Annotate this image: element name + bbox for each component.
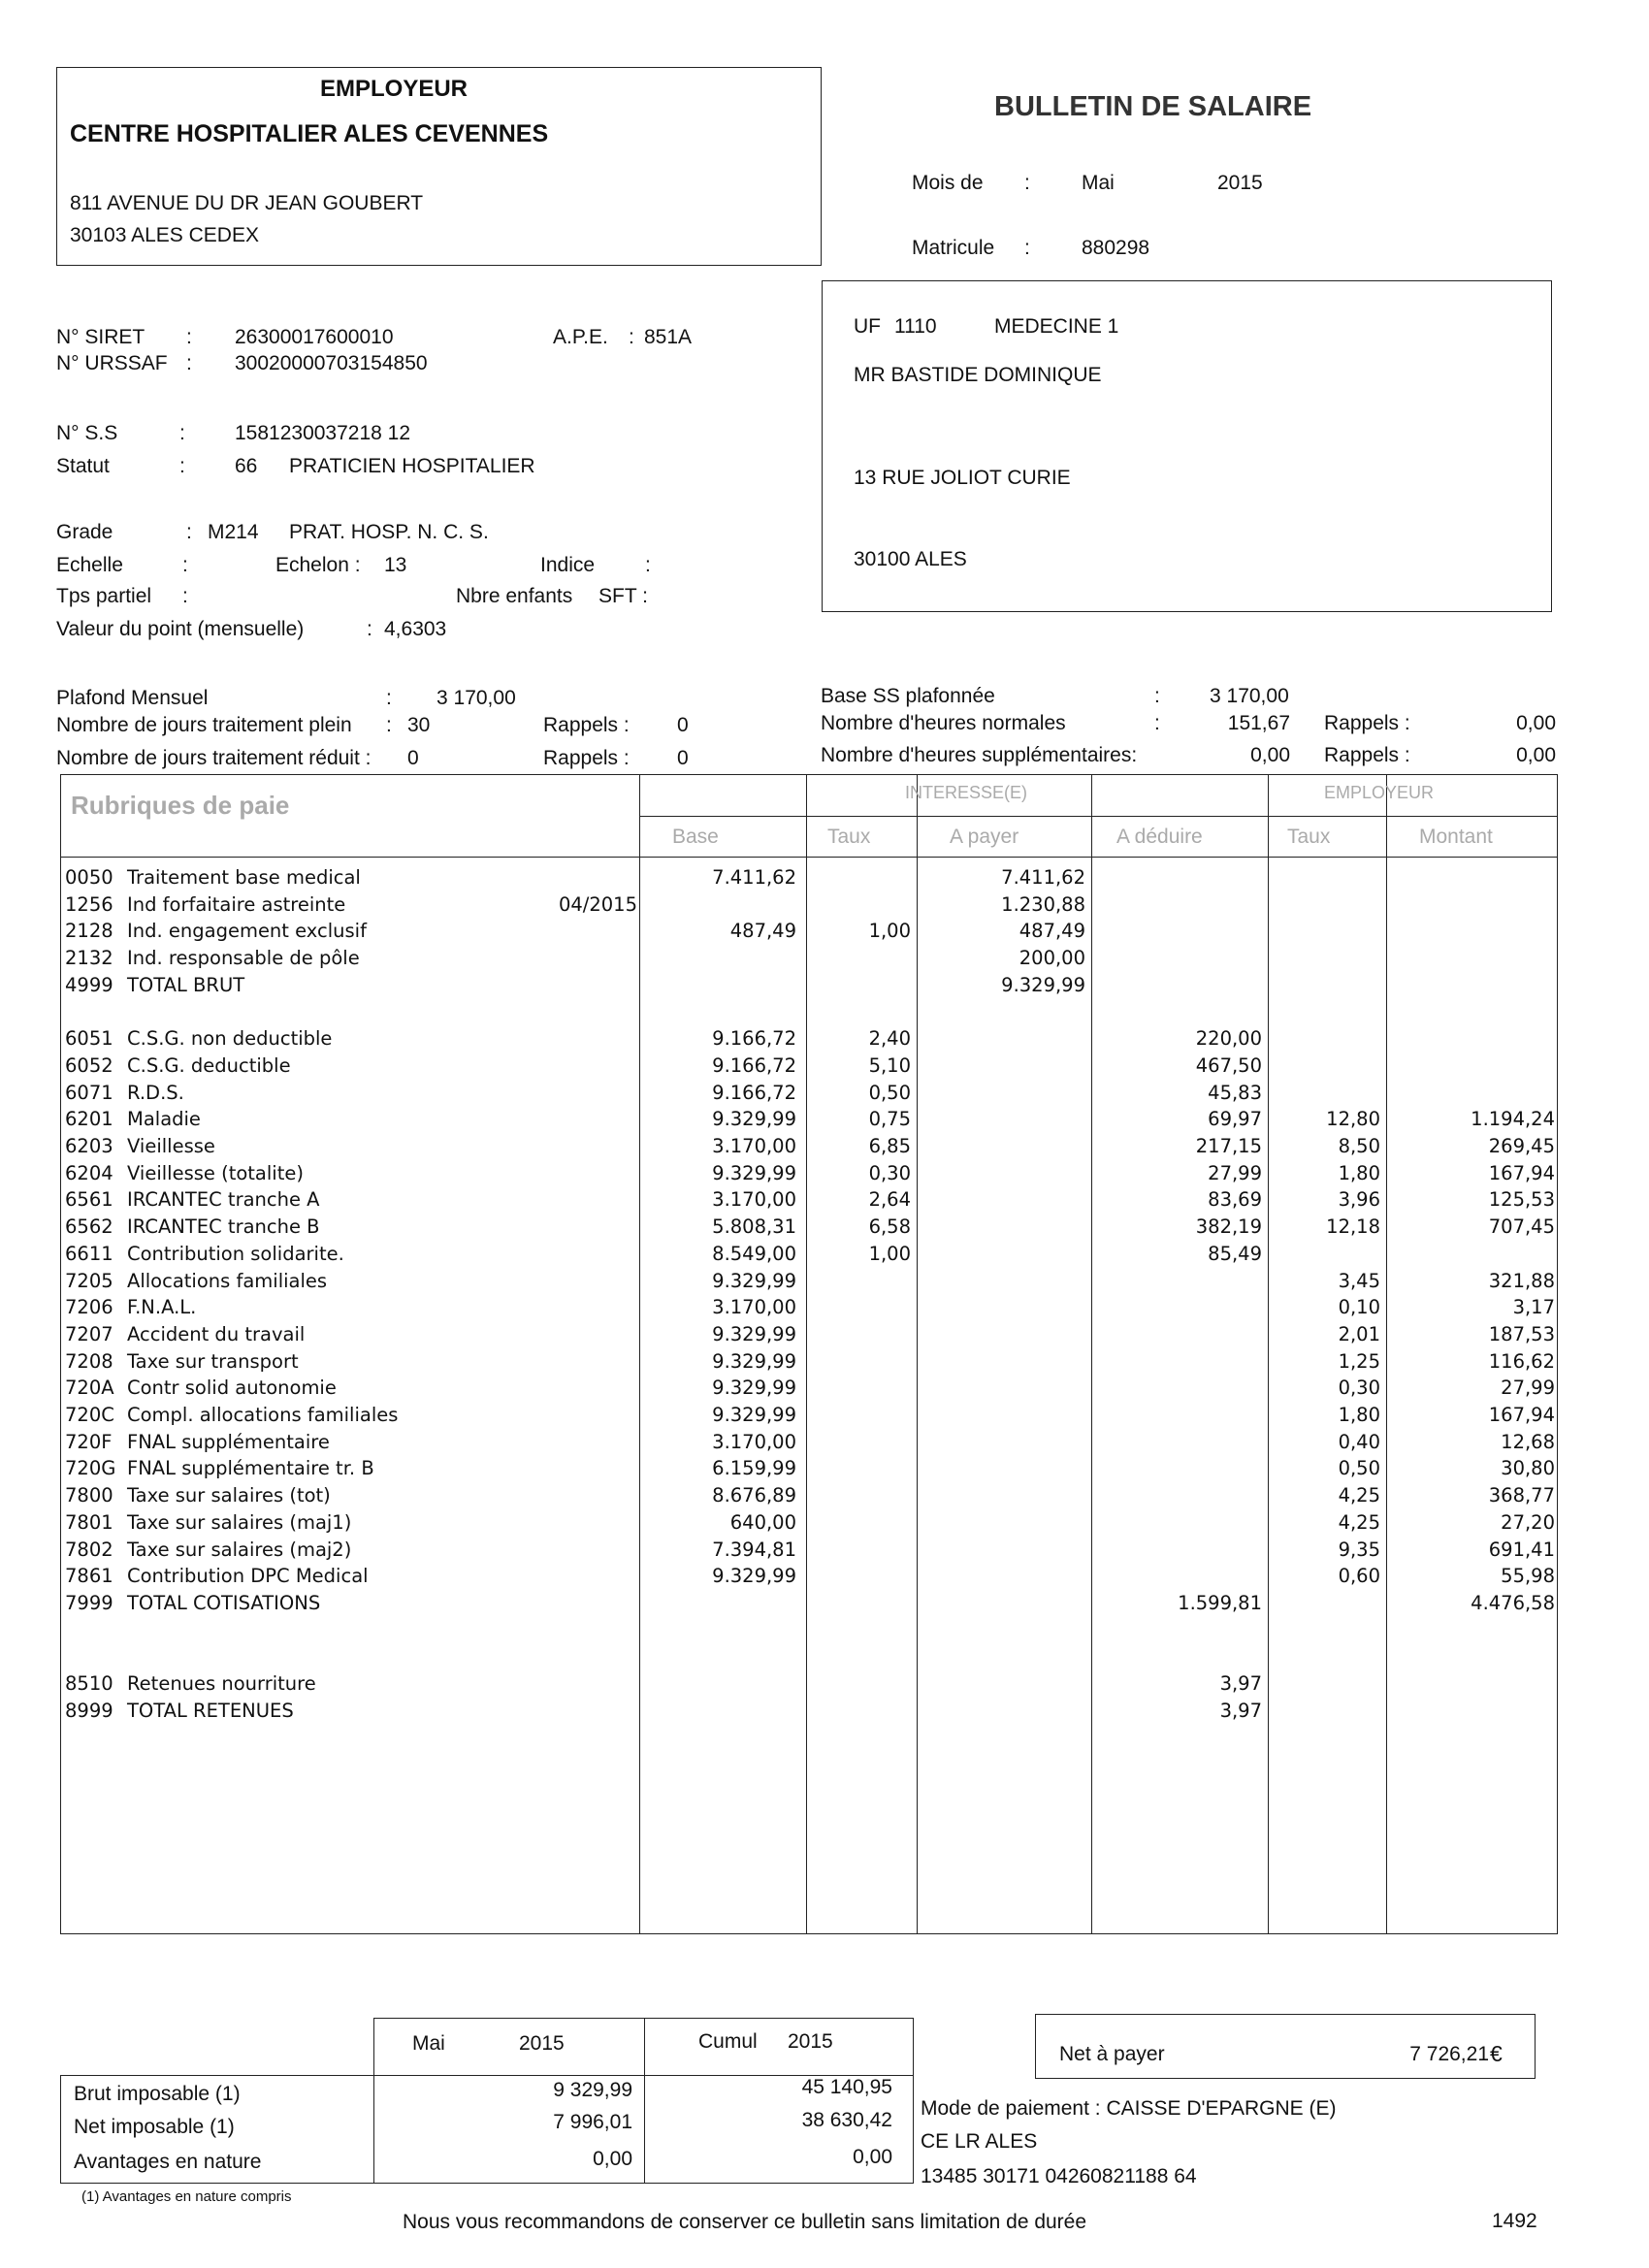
header-interesse: INTERESSE(E) (905, 783, 1028, 802)
cell-base: 8.549,00 (712, 1242, 796, 1265)
cell-deduire: 69,97 (1208, 1108, 1262, 1131)
echelon-value: 13 (384, 554, 407, 576)
net-label: Net à payer (1059, 2043, 1165, 2065)
totals-footnote: (1) Avantages en nature compris (81, 2188, 292, 2205)
cell-taux: 5,10 (868, 1053, 911, 1077)
rappels-4-label: Rappels : (1324, 744, 1410, 766)
cell-code: 7205 (65, 1269, 113, 1292)
cell-code: 6203 (65, 1135, 113, 1157)
table-row (61, 947, 1557, 973)
cell-montant: 125,53 (1488, 1188, 1555, 1212)
cell-taux-emp: 12,80 (1326, 1108, 1380, 1131)
cell-code: 7206 (65, 1296, 113, 1319)
grade-sep: : (186, 521, 192, 543)
cell-date: 04/2015 (558, 892, 637, 916)
cell-label: Maladie (127, 1108, 201, 1131)
cell-base: 9.329,99 (712, 1404, 796, 1426)
rappels-2-value: 0 (677, 747, 689, 769)
table-row (61, 1270, 1557, 1296)
net-imposable-label: Net imposable (1) (74, 2116, 235, 2138)
header-montant: Montant (1419, 826, 1493, 848)
cell-deduire: 467,50 (1195, 1053, 1262, 1077)
net-value: 7 726,21 (1409, 2043, 1489, 2065)
cell-code: 6611 (65, 1242, 113, 1265)
cell-base: 7.394,81 (712, 1538, 796, 1561)
cell-base: 9.166,72 (712, 1027, 796, 1051)
cell-taux: 1,00 (868, 920, 911, 943)
table-row (61, 893, 1557, 920)
statut-code: 66 (235, 455, 258, 477)
cell-montant: 27,20 (1501, 1510, 1555, 1534)
cell-taux: 6,85 (868, 1135, 911, 1157)
cell-montant: 27,99 (1501, 1377, 1555, 1400)
cell-base: 9.329,99 (712, 1565, 796, 1588)
cell-payer: 200,00 (1018, 947, 1085, 970)
cell-code: 8999 (65, 1699, 113, 1722)
cell-payer: 1.230,88 (1001, 892, 1085, 916)
cell-deduire: 3,97 (1219, 1699, 1262, 1722)
enfants-label: Nbre enfants (456, 585, 573, 607)
cell-montant: 30,80 (1501, 1457, 1555, 1480)
ape-sep: : (629, 326, 634, 348)
cell-deduire: 382,19 (1195, 1215, 1262, 1239)
pay-table (60, 774, 1558, 1934)
cell-label: Allocations familiales (127, 1269, 328, 1292)
cell-label: Contr solid autonomie (127, 1377, 337, 1400)
cell-taux-emp: 1,80 (1338, 1161, 1380, 1184)
cell-taux-emp: 4,25 (1338, 1484, 1380, 1507)
table-row (61, 1404, 1557, 1430)
avantages-cumul: 0,00 (853, 2146, 892, 2168)
rappels-2-label: Rappels : (543, 747, 630, 769)
cell-label: C.S.G. non deductible (127, 1027, 333, 1051)
cell-montant: 116,62 (1488, 1349, 1555, 1373)
cell-taux-emp: 4,25 (1338, 1510, 1380, 1534)
plafond-sep: : (386, 687, 392, 709)
cell-payer: 7.411,62 (1001, 866, 1085, 889)
plafond-value: 3 170,00 (436, 687, 516, 709)
cell-payer: 9.329,99 (1001, 973, 1085, 996)
rappels-3-value: 0,00 (1516, 712, 1556, 734)
period-month: Mai (1082, 172, 1115, 194)
table-row (61, 1539, 1557, 1565)
cell-code: 1256 (65, 892, 113, 916)
cell-taux-emp: 8,50 (1338, 1135, 1380, 1157)
heures-normales-label: Nombre d'heures normales (821, 712, 1066, 734)
cell-deduire: 217,15 (1195, 1135, 1262, 1157)
tps-label: Tps partiel (56, 585, 152, 607)
table-row (61, 1296, 1557, 1322)
cell-label: Contribution DPC Medical (127, 1565, 369, 1588)
cell-taux: 0,75 (868, 1108, 911, 1131)
cell-label: IRCANTEC tranche B (127, 1215, 320, 1239)
table-row (61, 1484, 1557, 1510)
cell-label: TOTAL BRUT (127, 973, 245, 996)
table-row (61, 1457, 1557, 1483)
cell-base: 9.329,99 (712, 1322, 796, 1345)
plafond-label: Plafond Mensuel (56, 687, 209, 709)
cell-taux: 6,58 (868, 1215, 911, 1239)
ape-value: 851A (644, 326, 693, 348)
heures-normales-value: 151,67 (1227, 712, 1290, 734)
cell-label: Traitement base medical (127, 866, 361, 889)
table-row (61, 1054, 1557, 1081)
cell-label: TOTAL RETENUES (127, 1699, 294, 1722)
cell-code: 4999 (65, 973, 113, 996)
cell-label: FNAL supplémentaire (127, 1430, 330, 1453)
cell-code: 7208 (65, 1349, 113, 1373)
table-row (61, 1243, 1557, 1269)
header-base: Base (672, 826, 719, 848)
brut-imposable-label: Brut imposable (1) (74, 2083, 241, 2105)
cell-deduire: 27,99 (1208, 1161, 1262, 1184)
cell-deduire: 45,83 (1208, 1081, 1262, 1104)
cell-taux-emp: 1,80 (1338, 1404, 1380, 1426)
cell-label: R.D.S. (127, 1081, 184, 1104)
cell-taux-emp: 0,30 (1338, 1377, 1380, 1400)
siret-label: N° SIRET (56, 326, 146, 348)
cell-taux-emp: 2,01 (1338, 1322, 1380, 1345)
cell-taux: 1,00 (868, 1242, 911, 1265)
header-taux-employeur: Taux (1287, 826, 1331, 848)
grade-label: Grade (56, 521, 113, 543)
cell-base: 9.329,99 (712, 1108, 796, 1131)
cell-taux-emp: 12,18 (1326, 1215, 1380, 1239)
service: MEDECINE 1 (994, 315, 1119, 338)
cell-base: 3.170,00 (712, 1296, 796, 1319)
employee-address-2: 30100 ALES (854, 548, 967, 570)
base-ss-sep: : (1154, 685, 1160, 707)
header-employeur: EMPLOYEUR (1324, 783, 1435, 802)
table-row (61, 1511, 1557, 1538)
table-row (61, 1565, 1557, 1591)
cell-montant: 707,45 (1488, 1215, 1555, 1239)
uf-label: UF (854, 315, 881, 338)
base-ss-label: Base SS plafonnée (821, 685, 995, 707)
cell-label: Taxe sur salaires (tot) (127, 1484, 331, 1507)
table-row (61, 1108, 1557, 1134)
cell-code: 8510 (65, 1672, 113, 1695)
rappels-4-value: 0,00 (1516, 744, 1556, 766)
cell-base: 9.329,99 (712, 1269, 796, 1292)
jours-reduit-label: Nombre de jours traitement réduit : (56, 747, 372, 769)
totals-month: Mai (412, 2032, 445, 2055)
period-sep: : (1024, 172, 1030, 194)
cell-montant: 1.194,24 (1471, 1108, 1555, 1131)
cell-base: 3.170,00 (712, 1188, 796, 1212)
indice-sep: : (645, 554, 651, 576)
cell-code: 7999 (65, 1591, 113, 1614)
cell-base: 9.329,99 (712, 1377, 796, 1400)
cell-label: Taxe sur transport (127, 1349, 299, 1373)
cell-deduire: 3,97 (1219, 1672, 1262, 1695)
cell-label: Contribution solidarite. (127, 1242, 344, 1265)
cell-montant: 12,68 (1501, 1430, 1555, 1453)
avantages-label: Avantages en nature (74, 2151, 262, 2173)
net-imposable-month: 7 996,01 (553, 2111, 632, 2133)
table-row (61, 1215, 1557, 1242)
uf-value: 1110 (894, 315, 937, 338)
period-year: 2015 (1217, 172, 1263, 194)
cell-code: 6204 (65, 1161, 113, 1184)
cell-montant: 167,94 (1488, 1404, 1555, 1426)
cell-label: F.N.A.L. (127, 1296, 197, 1319)
jours-plein-sep: : (386, 714, 392, 736)
heures-normales-sep: : (1154, 712, 1160, 734)
cell-deduire: 85,49 (1208, 1242, 1262, 1265)
avantages-month: 0,00 (593, 2148, 632, 2170)
rappels-1-value: 0 (677, 714, 689, 736)
cell-base: 9.166,72 (712, 1053, 796, 1077)
table-row (61, 1082, 1557, 1108)
cell-code: 6051 (65, 1027, 113, 1051)
cell-taux: 0,50 (868, 1081, 911, 1104)
statut-label: Statut (56, 455, 110, 477)
brut-imposable-cumul: 45 140,95 (801, 2076, 892, 2098)
cell-montant: 269,45 (1488, 1135, 1555, 1157)
table-row (61, 1135, 1557, 1161)
employee-address-1: 13 RUE JOLIOT CURIE (854, 467, 1071, 489)
cell-montant: 4.476,58 (1471, 1591, 1555, 1614)
employer-address-2: 30103 ALES CEDEX (70, 224, 259, 246)
echelle-sep: : (182, 554, 188, 576)
cell-taux-emp: 1,25 (1338, 1349, 1380, 1373)
cell-code: 6562 (65, 1215, 113, 1239)
ss-value: 1581230037218 12 (235, 422, 411, 444)
cell-taux: 2,40 (868, 1027, 911, 1051)
cell-montant: 55,98 (1501, 1565, 1555, 1588)
table-row (61, 1377, 1557, 1403)
matricule-sep: : (1024, 237, 1030, 259)
table-row (61, 1323, 1557, 1349)
sft-label: SFT : (598, 585, 648, 607)
grade-value: PRAT. HOSP. N. C. S. (289, 521, 489, 543)
cell-taux-emp: 3,96 (1338, 1188, 1380, 1212)
heures-supp-label: Nombre d'heures supplémentaires: (821, 744, 1138, 766)
base-ss-value: 3 170,00 (1210, 685, 1289, 707)
siret-value: 26300017600010 (235, 326, 394, 348)
cell-base: 3.170,00 (712, 1430, 796, 1453)
cell-base: 7.411,62 (712, 866, 796, 889)
cell-montant: 691,41 (1488, 1538, 1555, 1561)
cell-montant: 187,53 (1488, 1322, 1555, 1345)
employer-heading: EMPLOYEUR (320, 76, 469, 102)
table-row (61, 1188, 1557, 1215)
totals-cumul: Cumul (698, 2030, 758, 2053)
indice-label: Indice (540, 554, 596, 576)
table-row (61, 1592, 1557, 1618)
payment-mode: Mode de paiement : CAISSE D'EPARGNE (E) (921, 2097, 1337, 2120)
cell-code: 720G (65, 1457, 116, 1480)
header-rubriques: Rubriques de paie (71, 791, 290, 820)
cell-code: 6561 (65, 1188, 113, 1212)
rappels-1-label: Rappels : (543, 714, 630, 736)
cell-label: Vieillesse (totalite) (127, 1161, 304, 1184)
period-label: Mois de (912, 172, 984, 194)
point-value: 4,6303 (384, 618, 447, 640)
echelle-label: Echelle (56, 554, 123, 576)
cell-label: Ind. engagement exclusif (127, 920, 367, 943)
cell-taux-emp: 9,35 (1338, 1538, 1380, 1561)
urssaf-label: N° URSSAF (56, 352, 168, 374)
table-row (61, 1350, 1557, 1377)
cell-base: 9.329,99 (712, 1349, 796, 1373)
heures-supp-value: 0,00 (1250, 744, 1290, 766)
grade-code: M214 (208, 521, 259, 543)
cell-code: 6071 (65, 1081, 113, 1104)
table-row (61, 1431, 1557, 1457)
payment-account: 13485 30171 04260821188 64 (921, 2165, 1197, 2187)
matricule-label: Matricule (912, 237, 995, 259)
cell-code: 720C (65, 1404, 114, 1426)
cell-label: C.S.G. deductible (127, 1053, 291, 1077)
tps-sep: : (182, 585, 188, 607)
cell-label: Ind forfaitaire astreinte (127, 892, 346, 916)
totals-cumul-year: 2015 (788, 2030, 833, 2053)
cell-code: 7207 (65, 1322, 113, 1345)
cell-label: Compl. allocations familiales (127, 1404, 399, 1426)
cell-base: 6.159,99 (712, 1457, 796, 1480)
table-row (61, 866, 1557, 892)
table-row (61, 1027, 1557, 1053)
page-title: BULLETIN DE SALAIRE (994, 91, 1312, 122)
cell-payer: 487,49 (1018, 920, 1085, 943)
cell-code: 6052 (65, 1053, 113, 1077)
ape-label: A.P.E. (553, 326, 608, 348)
echelon-label: Echelon : (275, 554, 361, 576)
cell-base: 3.170,00 (712, 1135, 796, 1157)
cell-deduire: 83,69 (1208, 1188, 1262, 1212)
cell-code: 720A (65, 1377, 114, 1400)
cell-code: 6201 (65, 1108, 113, 1131)
cell-code: 0050 (65, 866, 113, 889)
jours-plein-value: 30 (407, 714, 431, 736)
cell-code: 2132 (65, 947, 113, 970)
cell-taux-emp: 0,10 (1338, 1296, 1380, 1319)
cell-montant: 3,17 (1512, 1296, 1555, 1319)
cell-taux-emp: 3,45 (1338, 1269, 1380, 1292)
statut-value: PRATICIEN HOSPITALIER (289, 455, 535, 477)
cell-base: 640,00 (729, 1510, 796, 1534)
cell-label: FNAL supplémentaire tr. B (127, 1457, 374, 1480)
ss-label: N° S.S (56, 422, 118, 444)
cell-taux: 2,64 (868, 1188, 911, 1212)
header-a-deduire: A déduire (1116, 826, 1203, 848)
net-imposable-cumul: 38 630,42 (801, 2109, 892, 2131)
siret-sep: : (186, 326, 192, 348)
payment-bank: CE LR ALES (921, 2130, 1038, 2153)
cell-deduire: 220,00 (1195, 1027, 1262, 1051)
cell-base: 9.329,99 (712, 1161, 796, 1184)
cell-label: Vieillesse (127, 1135, 215, 1157)
cell-taux-emp: 0,50 (1338, 1457, 1380, 1480)
brut-imposable-month: 9 329,99 (553, 2079, 632, 2101)
matricule-value: 880298 (1082, 237, 1150, 259)
jours-reduit-value: 0 (407, 747, 419, 769)
cell-code: 7800 (65, 1484, 113, 1507)
table-row (61, 1672, 1557, 1699)
cell-label: Ind. responsable de pôle (127, 947, 360, 970)
cell-code: 7801 (65, 1510, 113, 1534)
employer-name: CENTRE HOSPITALIER ALES CEVENNES (70, 120, 549, 147)
cell-montant: 321,88 (1488, 1269, 1555, 1292)
cell-montant: 368,77 (1488, 1484, 1555, 1507)
table-row (61, 974, 1557, 1000)
jours-plein-label: Nombre de jours traitement plein (56, 714, 352, 736)
cell-code: 7861 (65, 1565, 113, 1588)
footer-number: 1492 (1492, 2210, 1537, 2232)
net-currency: € (1490, 2041, 1503, 2066)
cell-code: 2128 (65, 920, 113, 943)
table-row (61, 920, 1557, 946)
cell-deduire: 1.599,81 (1178, 1591, 1262, 1614)
urssaf-value: 30020000703154850 (235, 352, 428, 374)
statut-sep: : (179, 455, 185, 477)
cell-base: 487,49 (729, 920, 796, 943)
cell-label: IRCANTEC tranche A (127, 1188, 320, 1212)
cell-base: 8.676,89 (712, 1484, 796, 1507)
cell-label: Taxe sur salaires (maj1) (127, 1510, 352, 1534)
cell-montant: 167,94 (1488, 1161, 1555, 1184)
totals-month-year: 2015 (519, 2032, 565, 2055)
table-row (61, 1700, 1557, 1726)
cell-base: 5.808,31 (712, 1215, 796, 1239)
rappels-3-label: Rappels : (1324, 712, 1410, 734)
cell-label: Taxe sur salaires (maj2) (127, 1538, 352, 1561)
point-sep: : (367, 618, 372, 640)
table-row (61, 1162, 1557, 1188)
cell-label: TOTAL COTISATIONS (127, 1591, 321, 1614)
cell-taux-emp: 0,40 (1338, 1430, 1380, 1453)
cell-taux-emp: 0,60 (1338, 1565, 1380, 1588)
header-taux: Taux (827, 826, 871, 848)
cell-base: 9.166,72 (712, 1081, 796, 1104)
cell-code: 7802 (65, 1538, 113, 1561)
urssaf-sep: : (186, 352, 192, 374)
point-label: Valeur du point (mensuelle) (56, 618, 305, 640)
header-a-payer: A payer (950, 826, 1019, 848)
employee-name: MR BASTIDE DOMINIQUE (854, 364, 1102, 386)
footer-note: Nous vous recommandons de conserver ce bulletin sans limitation de durée (403, 2211, 1087, 2233)
cell-taux: 0,30 (868, 1161, 911, 1184)
ss-sep: : (179, 422, 185, 444)
cell-label: Accident du travail (127, 1322, 306, 1345)
employer-address-1: 811 AVENUE DU DR JEAN GOUBERT (70, 192, 424, 214)
cell-code: 720F (65, 1430, 113, 1453)
cell-label: Retenues nourriture (127, 1672, 316, 1695)
